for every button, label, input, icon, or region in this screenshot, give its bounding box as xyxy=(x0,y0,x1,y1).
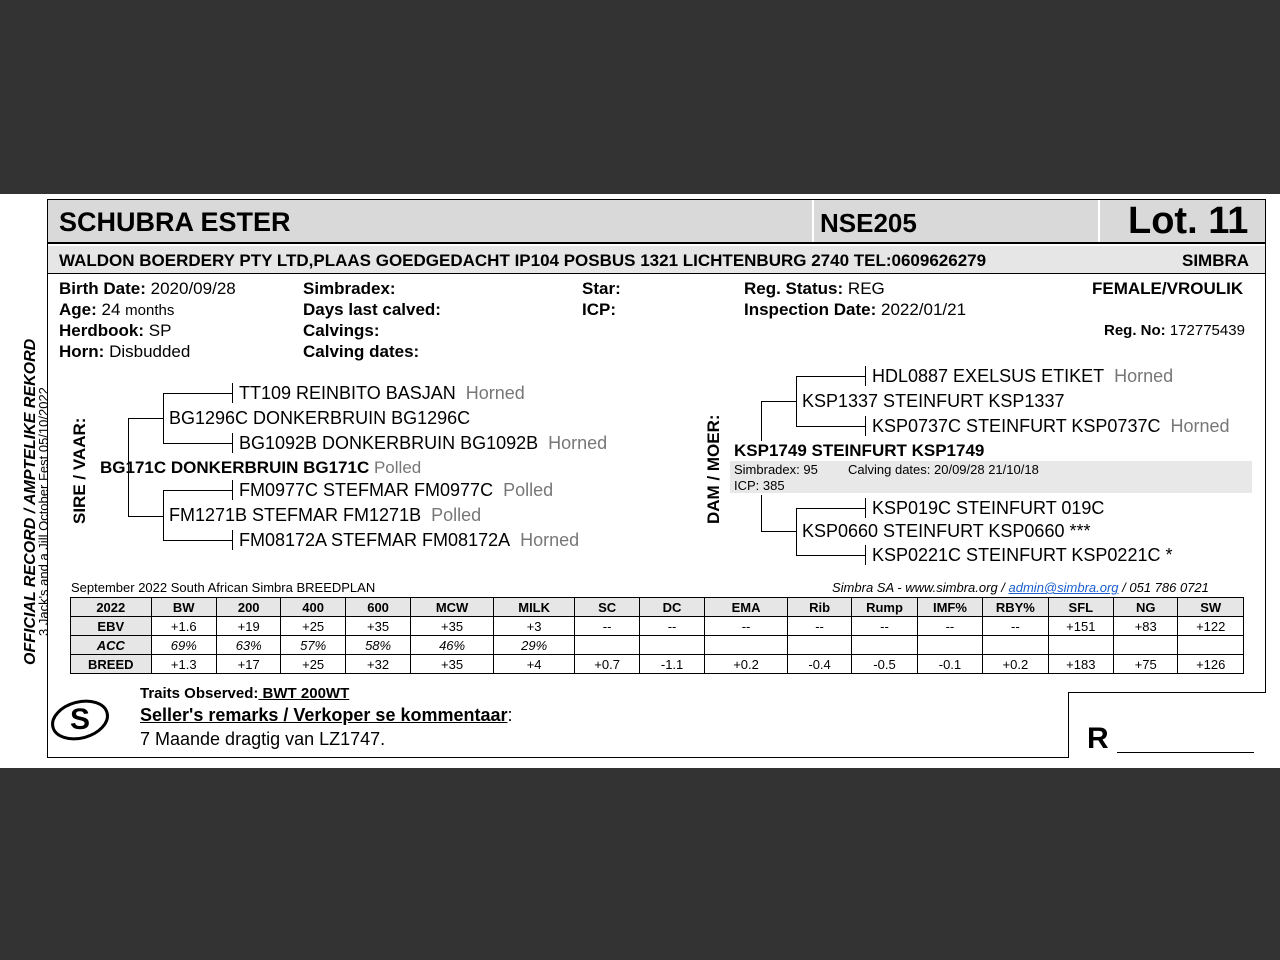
ebv-cell: +25 xyxy=(281,655,345,674)
ebv-cell: 69% xyxy=(151,636,216,655)
sire-name: BG171C DONKERBRUIN BG171C xyxy=(100,458,370,477)
ebv-cell: +4 xyxy=(493,655,575,674)
traits-value: BWT 200WT xyxy=(258,685,350,702)
breedplan-title: September 2022 South African Simbra BREEDPLAN xyxy=(71,580,376,595)
ebv-cell: -- xyxy=(983,617,1048,636)
dam-sire-dam-name: KSP0737C STEINFURT KSP0737C xyxy=(872,416,1161,436)
ebv-cell: +151 xyxy=(1048,617,1113,636)
ebv-row-breed xyxy=(71,655,1244,674)
sire-horn: Polled xyxy=(373,458,422,477)
inspection-row xyxy=(744,300,966,320)
ebv-header-cell: EMA xyxy=(705,598,788,617)
ebv-cell: +0.2 xyxy=(705,655,788,674)
price-line[interactable] xyxy=(1117,752,1254,753)
ebv-row-acc xyxy=(71,636,1244,655)
ebv-cell: -- xyxy=(787,617,851,636)
ebv-cell: +83 xyxy=(1114,617,1178,636)
dam-sire-name: KSP1337 STEINFURT KSP1337 xyxy=(802,391,1065,411)
icp-label: ICP: xyxy=(582,300,616,319)
ebv-cell: 58% xyxy=(345,636,410,655)
sex-label: FEMALE/VROULIK xyxy=(1092,279,1244,298)
ebv-cell: -- xyxy=(639,617,704,636)
reg-status-row xyxy=(744,279,885,299)
sire-dam-parent-row xyxy=(169,505,481,526)
simbra-logo xyxy=(49,693,111,745)
dam-name: KSP1749 STEINFURT KSP1749 xyxy=(734,441,985,460)
ebv-cell xyxy=(639,636,704,655)
ebv-header-cell: SC xyxy=(575,598,639,617)
ebv-header-cell: Rump xyxy=(852,598,917,617)
dam-sire-row xyxy=(239,480,553,501)
sire-dam-dam-name: FM08172A STEFMAR FM08172A xyxy=(239,530,511,550)
ebv-cell: +75 xyxy=(1114,655,1178,674)
dam-calving-dates: Calving dates: 20/09/28 21/10/18 xyxy=(848,462,1039,477)
ebv-cell xyxy=(852,636,917,655)
traits-label: Traits Observed: xyxy=(140,685,259,702)
sire-dam-sire-horn: Polled xyxy=(503,480,554,500)
horn-value: Disbudded xyxy=(109,342,191,361)
herdbook-row xyxy=(59,321,171,341)
traits-row xyxy=(140,685,349,702)
sire-dam-horn: Horned xyxy=(548,433,608,453)
sire-dam-name: BG1092B DONKERBRUIN BG1092B xyxy=(239,433,539,453)
ebv-cell: -0.5 xyxy=(852,655,917,674)
ebv-cell xyxy=(1048,636,1113,655)
title-divider xyxy=(812,200,814,242)
dam-label: DAM / MOER: xyxy=(704,414,723,524)
ebv-header-cell: 200 xyxy=(216,598,280,617)
ebv-cell: -1.1 xyxy=(639,655,704,674)
ebv-cell: -- xyxy=(852,617,917,636)
ebv-cell: +0.7 xyxy=(575,655,639,674)
official-record-text: OFFICIAL RECORD / AMPTELIKE REKORD xyxy=(22,338,39,665)
dam-dam-sire-name: KSP019C STEINFURT 019C xyxy=(872,498,1105,518)
ebv-header-cell: Rib xyxy=(787,598,851,617)
ebv-cell xyxy=(1178,636,1244,655)
ebv-cell: -0.1 xyxy=(917,655,982,674)
ebv-header-cell: NG xyxy=(1114,598,1178,617)
ebv-header-cell: 2022 xyxy=(71,598,152,617)
reg-status-label: Reg. Status: xyxy=(744,279,844,298)
sire-main-row xyxy=(100,458,421,478)
inspection-label: Inspection Date: xyxy=(744,300,877,319)
dam-sire-sire-name: HDL0887 EXELSUS ETIKET xyxy=(872,366,1105,386)
ebv-cell: +19 xyxy=(216,617,280,636)
remarks-text: 7 Maande dragtig van LZ1747. xyxy=(140,729,386,749)
dam-simbradex: Simbradex: 95 xyxy=(734,462,818,477)
dam-icp: ICP: 385 xyxy=(734,478,785,493)
ebv-cell xyxy=(1114,636,1178,655)
sire-sire-horn: Horned xyxy=(465,383,525,403)
inspection-value: 2022/01/21 xyxy=(880,300,967,319)
lot-number: Lot. 11 xyxy=(1128,200,1249,242)
ebv-cell: -- xyxy=(575,617,639,636)
birth-date-value: 2020/09/28 xyxy=(150,279,236,298)
animal-name: SCHUBRA ESTER xyxy=(59,207,291,237)
ebv-cell: +122 xyxy=(1178,617,1244,636)
ebv-header-cell: 400 xyxy=(281,598,345,617)
title-divider-2 xyxy=(1098,200,1100,242)
ebv-cell: 46% xyxy=(411,636,494,655)
ebv-cell: 57% xyxy=(281,636,345,655)
dam-sire-sire-horn: Horned xyxy=(1114,366,1174,386)
horn-row xyxy=(59,342,190,362)
sire-label: SIRE / VAAR: xyxy=(70,417,89,524)
ebv-header-cell: DC xyxy=(639,598,704,617)
contact-email-link[interactable]: admin@simbra.org xyxy=(1008,580,1119,595)
logo-letter: S xyxy=(69,703,91,736)
dam-dam-name: KSP0660 STEINFURT KSP0660 *** xyxy=(802,521,1091,541)
ebv-row-ebv xyxy=(71,617,1244,636)
reg-no-row xyxy=(1104,322,1245,339)
contact-suffix: / 051 786 0721 xyxy=(1118,580,1209,595)
ebv-cell: +1.6 xyxy=(151,617,216,636)
dam-sire-dam-row xyxy=(872,416,1230,437)
ebv-cell: +17 xyxy=(216,655,280,674)
herdbook-value: SP xyxy=(148,321,172,340)
ebv-cell xyxy=(575,636,639,655)
ebv-cell: -0.4 xyxy=(787,655,851,674)
ebv-cell: +0.2 xyxy=(983,655,1048,674)
ebv-cell: +35 xyxy=(411,655,494,674)
age-unit: months xyxy=(125,302,175,319)
event-text: 3 Jack's and a Jill October Fest 05/10/2022 xyxy=(36,387,51,636)
ebv-cell: +1.3 xyxy=(151,655,216,674)
sire-sire-parent: BG1296C DONKERBRUIN BG1296C xyxy=(169,408,471,428)
remarks-colon: : xyxy=(507,705,513,725)
birth-date-label: Birth Date: xyxy=(59,279,146,298)
sire-dam-parent-horn: Polled xyxy=(431,505,482,525)
animal-code: NSE205 xyxy=(820,208,917,238)
dam-sire-sire-row xyxy=(872,366,1173,387)
ebv-cell: +35 xyxy=(411,617,494,636)
simbradex-label: Simbradex: xyxy=(303,279,396,298)
breed-label: SIMBRA xyxy=(1182,251,1250,270)
calvings-label: Calvings: xyxy=(303,321,380,340)
dam-sire-dam-horn: Horned xyxy=(1170,416,1230,436)
dam-dam-row xyxy=(239,530,579,551)
ebv-header-cell: MCW xyxy=(411,598,494,617)
ebv-row-label: EBV xyxy=(71,617,152,636)
dam-dam-dam-name: KSP0221C STEINFURT KSP0221C * xyxy=(872,545,1173,565)
ebv-cell: 29% xyxy=(493,636,575,655)
ebv-table xyxy=(70,597,1244,674)
remarks-label: Seller's remarks / Verkoper se kommentaar xyxy=(140,705,508,725)
ebv-row-label: BREED xyxy=(71,655,152,674)
sire-sire-row xyxy=(239,383,525,404)
ebv-cell: +32 xyxy=(345,655,410,674)
age-row xyxy=(59,300,174,320)
ebv-cell: +126 xyxy=(1178,655,1244,674)
ebv-header-cell: MILK xyxy=(493,598,575,617)
reg-no-value: 172775439 xyxy=(1169,322,1245,339)
reg-no-label: Reg. No: xyxy=(1104,322,1166,339)
remarks-heading xyxy=(140,705,513,726)
sire-dam-row xyxy=(239,433,607,454)
ebv-header-cell: SW xyxy=(1178,598,1244,617)
horn-label: Horn: xyxy=(59,342,105,361)
ebv-cell: 63% xyxy=(216,636,280,655)
calving-dates-label: Calving dates: xyxy=(303,342,420,361)
sire-dam-parent: FM1271B STEFMAR FM1271B xyxy=(169,505,422,525)
ebv-header-cell: BW xyxy=(151,598,216,617)
ebv-cell xyxy=(787,636,851,655)
age-label: Age: xyxy=(59,300,97,319)
reg-status-value: REG xyxy=(847,279,885,298)
birth-date-row xyxy=(59,279,236,299)
ebv-header-row xyxy=(71,598,1244,617)
contact-prefix: Simbra SA - www.simbra.org / xyxy=(832,580,1009,595)
ebv-header-cell: 600 xyxy=(345,598,410,617)
herdbook-label: Herdbook: xyxy=(59,321,144,340)
ebv-header-cell: RBY% xyxy=(983,598,1048,617)
sire-sire-name: TT109 REINBITO BASJAN xyxy=(239,383,456,403)
ebv-cell: -- xyxy=(917,617,982,636)
ebv-header-cell: IMF% xyxy=(917,598,982,617)
ebv-header-cell: SFL xyxy=(1048,598,1113,617)
ebv-cell xyxy=(917,636,982,655)
ebv-cell: +35 xyxy=(345,617,410,636)
days-last-calved-label: Days last calved: xyxy=(303,300,441,319)
ebv-cell xyxy=(983,636,1048,655)
ebv-cell: +25 xyxy=(281,617,345,636)
age-value: 24 xyxy=(101,300,121,319)
ebv-row-label: ACC xyxy=(71,636,152,655)
ebv-cell: +183 xyxy=(1048,655,1113,674)
sire-dam-dam-horn: Horned xyxy=(520,530,580,550)
ebv-cell: -- xyxy=(705,617,788,636)
sire-dam-sire-name: FM0977C STEFMAR FM0977C xyxy=(239,480,494,500)
owner-address: WALDON BOERDERY PTY LTD,PLAAS GOEDGEDACHT IP104 POSBUS 1321 LICHTENBURG 2740 TEL:0609626279 xyxy=(59,251,987,270)
r-label: R xyxy=(1087,722,1109,755)
ebv-cell: +3 xyxy=(493,617,575,636)
ebv-cell xyxy=(705,636,788,655)
star-label: Star: xyxy=(582,279,621,298)
breedplan-contact xyxy=(832,580,1209,595)
